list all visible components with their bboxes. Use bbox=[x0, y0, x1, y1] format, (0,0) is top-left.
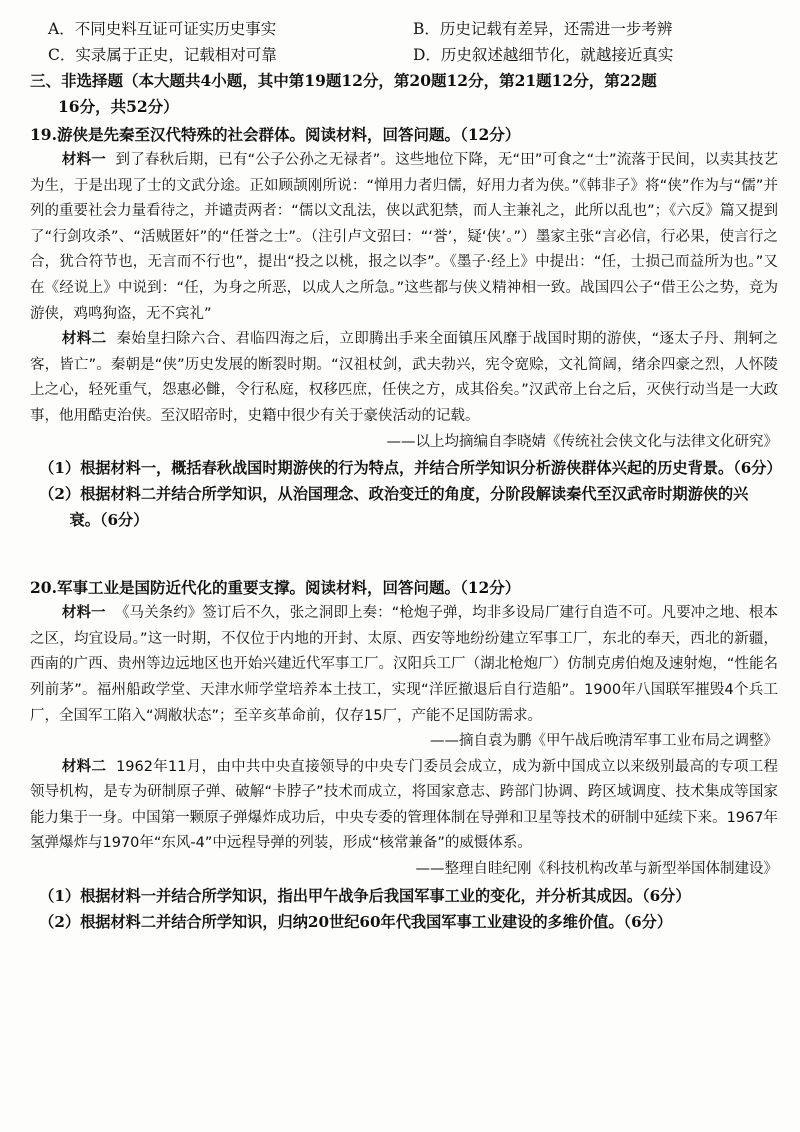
option-c: C．实录属于正史，记载相对可靠 bbox=[48, 46, 277, 64]
q19-subquestion-2: （2）根据材料二并结合所学知识，从治国理念、政治变迁的角度，分阶段解读秦代至汉武帝时期游侠的兴衰。（6分） bbox=[39, 485, 749, 530]
q19-title: 19.游侠是先秦至汉代特殊的社会群体。阅读材料，回答问题。（12分） bbox=[30, 125, 521, 144]
q19-m2-text: 秦始皇扫除六合、君临四海之后，立即腾出手来全面镇压风靡于战国时期的游侠，“逐太子丹、荆轲之客，皆亡”。秦朝是“侠”历史发展的断裂时期。“汉祖杖剑，武夫勃兴，宪令宽赊，文礼简阔，绪余四豪之烈，人怀陵上之心，轻死重气，怨惠必雠，令行私庭，权移匹庶，任侠之方，成其俗矣。”汉武帝上台之后，灭侠行动当是一大政事，他用酷吏治侠。至汉昭帝时，史籍中很少有关于豪侠活动的记载。 bbox=[30, 331, 779, 424]
q20-m1-label: 材料一 bbox=[61, 605, 106, 622]
q20-material-2 bbox=[30, 755, 778, 857]
q19-m2-label: 材料二 bbox=[61, 331, 107, 348]
section-header-line2: 16分，共52分） bbox=[58, 97, 179, 116]
q20-subquestion-2: （2）根据材料二并结合所学知识，归纳20世纪60年代我国军事工业建设的多维价值。（6分） bbox=[39, 912, 673, 931]
option-d: D．历史叙述越细节化，就越接近真实 bbox=[413, 46, 674, 64]
q20-m1-source: ——摘自袁为鹏《甲午战后晚清军事工业布局之调整》 bbox=[430, 733, 778, 750]
q20-title: 20.军事工业是国防近代化的重要支撑。阅读材料，回答问题。（12分） bbox=[30, 578, 521, 598]
q20-material-1 bbox=[30, 601, 778, 729]
q19-m1-text: 到了春秋后期，已有“公子公孙之无禄者”。这些地位下降，无“田”可食之“士”流落于民间，以卖其技艺为生，于是出现了士的文武分途。正如顾颉刚所说：“惮用力者归儒，好用力者为侠。”《韩非子》将“侠”作为与“儒”并列的重要社会力量看待之，并谴责两者：“儒以文乱法，侠以武犯禁，而人主兼礼之，此所以乱也”；《六反》篇又提到了“行剑攻杀”、“活贼匿奸”的“任誉之士”。（注引卢文弨曰：“‘誉’，疑‘侠’。”）墨家主张“言必信，行必果，使言行之合，犹合符节也，无言而不行也”，提出“投之以桃，报之以李”。《墨子·经上》中提出：“任，士损己而益所为也。”又在《经说上》中说到：“任，为身之所恶，以成人之所急。”这些都与侠义精神相一致。战国四公子“借王公之势，竞为游侠，鸡鸣狗盗，无不宾礼” bbox=[30, 152, 779, 322]
option-b: B．历史记载有差异，还需进一步考辨 bbox=[413, 20, 673, 38]
q19-source: ——以上均摘编自李晓婧《传统社会侠文化与法律文化研究》 bbox=[386, 433, 778, 450]
choice-options bbox=[30, 16, 778, 68]
q20-subquestion-1: （1）根据材料一并结合所学知识，指出甲午战争后我国军事工业的变化，并分析其成因。（6分） bbox=[39, 886, 691, 905]
q19-material-1 bbox=[30, 148, 778, 327]
q20-m1-text: 《马关条约》签订后不久，张之洞即上奏：“枪炮子弹，均非多设局厂建行自造不可。凡要冲之地、根本之区，均宜设局。”这一时期，不仅位于内地的开封、太原、西安等地纷纷建立军事工厂，东北的奉天，西北的新疆，西南的广西、贵州等边远地区也开始兴建近代军事工厂。汉阳兵工厂（湖北枪炮厂）仿制克虏伯炮及速射炮，“性能名列前茅”。福州船政学堂、天津水师学堂培养本土技工，实现“洋匠撤退后自行造船”。1900年八国联军摧毁4个兵工厂，全国军工陷入“凋敝状态”；至辛亥革命前，仅存15厂，产能不足国防需求。 bbox=[30, 605, 778, 724]
q19-m1-label: 材料一 bbox=[61, 152, 106, 168]
q20-m2-text: 1962年11月，由中共中央直接领导的中央专门委员会成立，成为新中国成立以来级别最高的专项工程领导机构，是专为研制原子弹、破解“卡脖子”技术而成立，将国家意志、跨部门协调、跨区域调度、技术集成等国家能力集于一身。中国第一颗原子弹爆炸成功后，中央专委的管理体制在导弹和卫星等技术的研制中延续下来。1967年氢弹爆炸与1970年“东风-4”中远程导弹的列装，形成“核常兼备”的威慑体系。 bbox=[30, 758, 779, 852]
q19-subquestion-1: （1）根据材料一，概括春秋战国时期游侠的行为特点，并结合所学知识分析游侠群体兴起的历史背景。（6分） bbox=[39, 459, 782, 478]
q20-m2-source: ——整理自眭纪刚《科技机构改革与新型举国体制建设》 bbox=[415, 861, 778, 878]
q19-material-2 bbox=[30, 327, 778, 429]
q20-m2-label: 材料二 bbox=[61, 758, 107, 775]
option-a: A．不同史料互证可证实历史事实 bbox=[48, 20, 277, 38]
section-header-line1: 三、非选择题（本大题共4小题，其中第19题12分，第20题12分，第21题12分，第22题 bbox=[30, 71, 657, 90]
